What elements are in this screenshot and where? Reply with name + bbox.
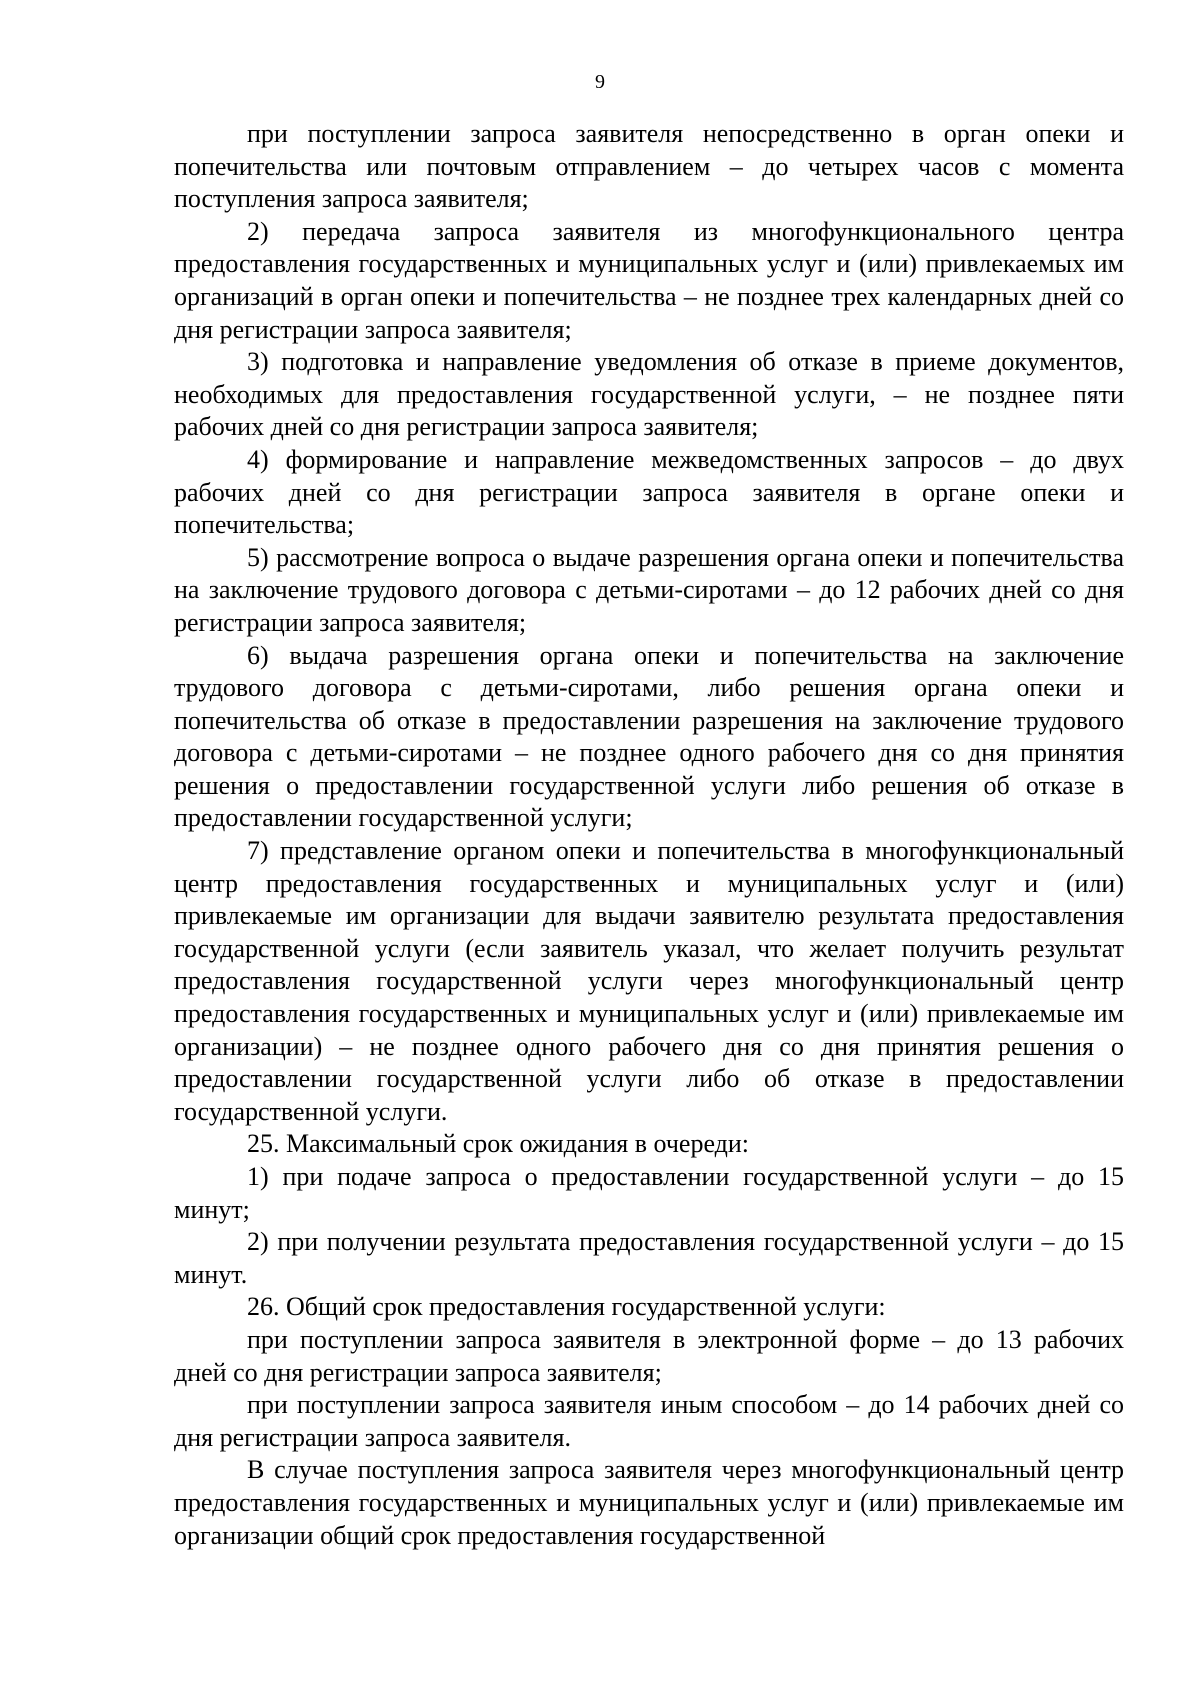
paragraph-item-3-refusal-notice: 3) подготовка и направление уведомления об отказе в приеме документов, необходимых для предоставления государственной услуги, – не позднее пяти рабочих дней со дня регистрации запроса заявителя; [174,347,1124,442]
paragraph-queue-submission: 1) при подаче запроса о предоставлении государственной услуги – до 15 минут; [174,1162,1124,1224]
paragraph-deadline-direct-submission: при поступлении запроса заявителя непосредственно в орган опеки и попечительства или почтовым отправлением – до четырех часов с момента поступления запроса заявителя; [174,119,1124,214]
paragraph-item-7-submission-to-mfc: 7) представление органом опеки и попечительства в многофункциональный центр предоставления государственных и муниципальных услуг и (или) привлекаемые им организации для выдачи заявителю результата предоставления государственной услуги (если заявитель указал, что желает получить результат предоставления государственной услуги через многофункциональный центр предоставления государственных и муниципальных услуг и (или) привлекаемые им организации) – не позднее одного рабочего дня со дня принятия решения о предоставлении государственной услуги либо об отказе в предоставлении государственной услуги. [174,836,1124,1126]
paragraph-queue-receipt: 2) при получении результата предоставления государственной услуги – до 15 минут. [174,1227,1124,1289]
paragraph-term-via-mfc: В случае поступления запроса заявителя через многофункциональный центр предоставления государственных и муниципальных услуг и (или) привлекаемые им организации общий срок предоставления государственной [174,1455,1124,1550]
paragraph-term-electronic: при поступлении запроса заявителя в электронной форме – до 13 рабочих дней со дня регистрации запроса заявителя; [174,1324,1124,1387]
paragraph-term-other-method: при поступлении запроса заявителя иным способом – до 14 рабочих дней со дня регистрации запроса заявителя. [174,1390,1124,1452]
paragraph-section-26-heading: 26. Общий срок предоставления государственной услуги: [247,1292,886,1322]
paragraph-section-25-heading: 25. Максимальный срок ожидания в очереди: [247,1129,750,1159]
paragraph-item-4-interagency-requests: 4) формирование и направление межведомственных запросов – до двух рабочих дней со дня регистрации запроса заявителя в органе опеки и попечительства; [174,444,1124,540]
page-number: 9 [595,71,605,93]
paragraph-item-5-review: 5) рассмотрение вопроса о выдаче разрешения органа опеки и попечительства на заключение трудового договора с детьми-сиротами – до 12 рабочих дней со дня регистрации запроса заявителя; [174,542,1124,637]
document-body [174,118,1124,1552]
paragraph-item-6-issuance: 6) выдача разрешения органа опеки и попечительства на заключение трудового договора с детьми-сиротами, либо решения органа опеки и попечительства об отказе в предоставлении разрешения на заключение трудового договора с детьми-сиротами – не позднее одного рабочего дня со дня принятия решения о предоставлении государственной услуги либо решения об отказе в предоставлении государственной услуги; [174,640,1124,833]
paragraph-item-2-transfer-request: 2) передача запроса заявителя из многофункционального центра предоставления государственных и муниципальных услуг и (или) привлекаемых им организаций в орган опеки и попечительства – не позднее трех календарных дней со дня регистрации запроса заявителя; [174,216,1124,344]
